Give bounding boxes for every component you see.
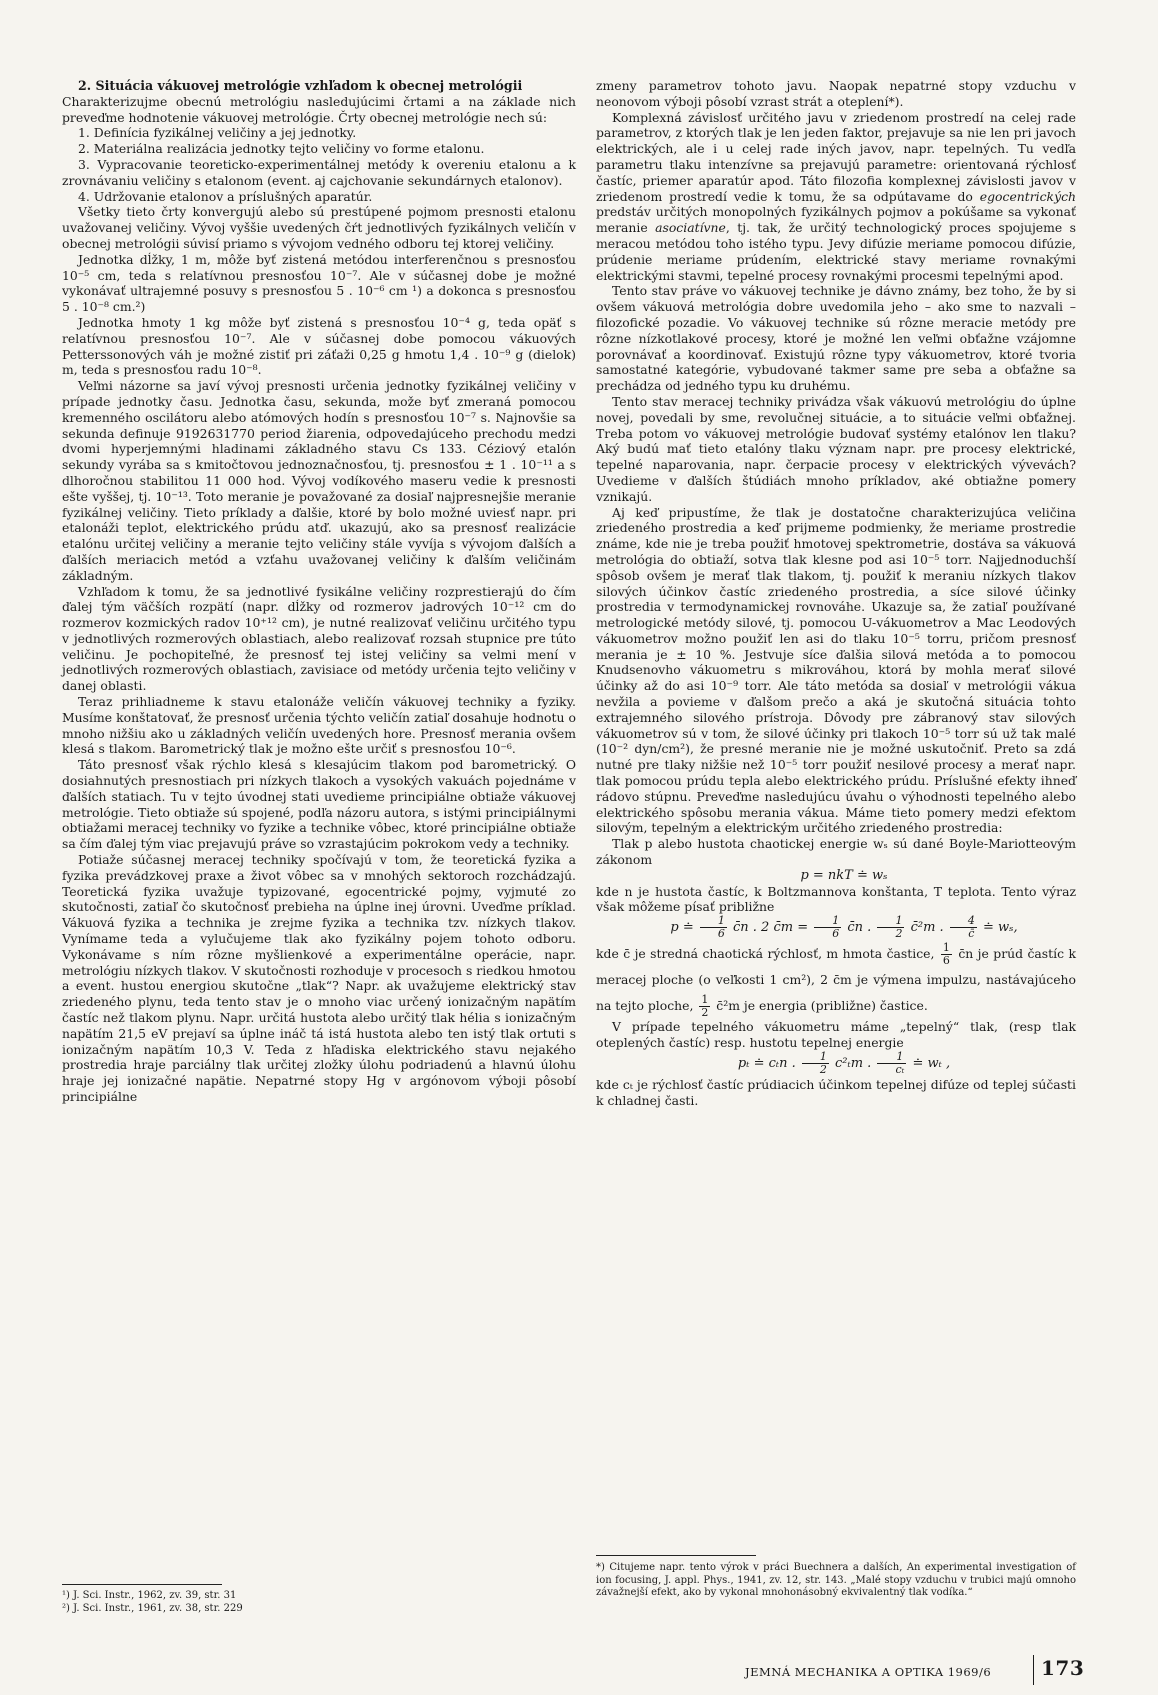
footnote-right: *) Citujeme napr. tento výrok v práci Buechnera a dalších, An experimental investigation of ion focusing, J. appl. Phys., 1941, zv. 12, str. 143. „Malé stopy vzduchu v trubici majú omnoho závažnejší efekt, ako by vykonal mnohonásobný ekvivalentný tlak vodíka.“ <box>596 1562 1076 1598</box>
body-paragraph: kde n je hustota častíc, k Boltzmannova konštanta, T teplota. Tento výraz však môžeme písať približne <box>596 883 1076 915</box>
body-paragraph: kde cₜ je rýchlosť častíc prúdiacich účinkom tepelnej difúze od teplej súčasti k chladnej časti. <box>596 1076 1076 1108</box>
list-item: 1. Definícia fyzikálnej veličiny a jej jednotky. <box>78 125 357 141</box>
body-paragraph <box>596 941 1076 1019</box>
body-paragraph: Aj keď pripustíme, že tlak je dostatočne charakterizujúca veličina zriedeného prostredia a keď prijmeme podmienky, že meriame prostredie známe, kde nie je treba použiť hmotovej spektrometrie, dostáva sa vákuová metrológia do obtiaží, sotva tlak klesne pod asi 10⁻⁵ torr. Najjednoduchší spôsob ovšem je merať tlak tlakom, tj. použiť k meraniu nízkych tlakov silových účinkov častíc zriedeného prostredia, a síce silové účinky prostredia v termodynamickej rovnováhe. Ukazuje sa, že zatiaľ používané metrologické metódy silové, tj. pomocou U-vákuometrov a Mac Leodových vákuometrov možno použiť len asi do tlaku 10⁻⁵ torru, pričom presnosť merania je ± 10 %. Jestvuje síce ďalšia silová metóda a to pomocou Knudsenovho vákuometru s mikrováhou, ktorá by mohla merať silové účinky až do asi 10⁻⁹ torr. Ale táto metóda sa dosiaľ v metrológii vákua nevžila a povieme v ďalšom prečo a aká je skutočná situácia tohto extrajemného silového prístroja. Dôvody pre zábranový stav silových vákuometrov sú v tom, že silové účinky pri tlakoch 10⁻⁵ torr sú už tak malé (10⁻² dyn/cm²), že presné meranie nie je možné uskutočniť. Preto sa zdá nutné pre tlaky nižšie než 10⁻⁵ torr použiť nesilové procesy a merať napr. tlak pomocou prúdu tepla alebo elektrického prúdu. Príslušné efekty ihneď rádovo stúpnu. Preveďme nasledujúcu úvahu o výhodnosti tepelného alebo elektrického spôsobu merania vákua. Máme tieto pomery medzi efektom silovým, tepelným a elektrickým určitého zriedeného prostredia: <box>596 504 1076 836</box>
emphasis: asociatívne <box>655 220 726 236</box>
left-column <box>62 78 576 1105</box>
footnote-rule <box>62 1584 222 1585</box>
body-paragraph: Veľmi názorne sa javí vývoj presnosti určenia jednotky fyzikálnej veličiny v prípade jednotky času. Jednotka času, sekunda, može byť zmeraná pomocou kremenného oscilátoru alebo atómových hodín s presnosťou 10⁻⁷ s. Najnovšie sa sekunda definuje 9192631770 period žiarenia, odpovedajúceho prechodu medzi dvomi hyperjemnými hladinami základného stavu Cs 133. Céziový etalón sekundy vyrába sa s kmitočtovou jednoznačnosťou, tj. presnosťou ± 1 . 10⁻¹¹ a s dlhoročnou stabilitou 11 000 hod. Vývoj vodíkového maseru vedie k presnosti ešte vyššej, tj. 10⁻¹³. Toto meranie je považované za dosiaľ najpresnejšie meranie fyzikálnej veličiny. Tieto príklady a ďalšie, ktoré by bolo možné uviesť napr. pri etalonáži teplot, elektrického prúdu atď. ukazujú, ako sa presnosť realizácie etalónu určitej veličiny a meranie tejto veličiny stále vyvíja s vývojom ďalších a ďalších meriacich metód a vzťahu uvažovanej veličiny k ďalším veličinám základným. <box>62 378 576 583</box>
page-number: 173 <box>1041 1656 1085 1680</box>
formula-part: c̄²m . <box>910 920 944 936</box>
formula-part: ≐ wₛ, <box>982 920 1018 936</box>
text-span: c̄n je prúd častíc k meracej ploche (o veľkosti 1 cm²), 2 c̄m je výmena impulzu, nastávajúceho na tejto ploche, <box>596 946 1076 1014</box>
page-footer <box>745 1655 1085 1685</box>
formula-part: ≐ wₜ , <box>912 1055 951 1071</box>
list-item: 4. Udržovanie etalonov a príslušných aparatúr. <box>78 188 373 204</box>
formula-part: c̄n . <box>847 920 872 936</box>
body-paragraph: Všetky tieto črty konvergujú alebo sú prestúpené pojmom presnosti etalonu uvažovanej veličiny. Vývoj vyššie uvedených čŕt jednotlivých fyzikálnych veličín v obecnej metrológii súvisí priamo s vývojom vedného odboru tej ktorej veličiny. <box>62 204 576 251</box>
text-span: c̄²m je energia (približne) častice. <box>716 998 928 1014</box>
body-paragraph: Tento stav práve vo vákuovej technike je dávno známy, bez toho, že by si ovšem vákuová metrológia dobre uvedomila jeho – ako sme to nazvali – filozofické pozadie. Vo vákuovej technike sú rôzne meracie metódy pre rôzne nízkotlakové procesy, ktoré je možné len veľmi obťažne vzájomne porovnávať a koordinovať. Existujú rôzne typy vákuometrov, ktoré tvoria samostatné kategórie, vybudované takmer same pre seba a obťažne sa prechádza od jedného typu ku druhému. <box>596 283 1076 394</box>
body-paragraph: Jednotka hmoty 1 kg môže byť zistená s presnosťou 10⁻⁴ g, teda opäť s relatívnou presnosťou 10⁻⁷. Ale v súčasnej dobe pomocou vákuových Petterssonových váh je možné zistiť pri záťaži 0,25 g hmotu 1,4 . 10⁻⁹ g (dielok) m, teda s presnosťou radu 10⁻⁸. <box>62 314 576 378</box>
text-span: kde c̄ je stredná chaotická rýchlosť, m hmota častice, <box>596 946 935 962</box>
fraction: $\frac{1}{2}$ <box>877 915 904 940</box>
list-item: 3. Vypracovanie teoreticko-experimentálnej metódy k overeniu etalonu a k zrovnávaniu veličiny s etalonom (event. aj cajchovanie sekundárnych etalonov). <box>62 156 576 188</box>
text-span: Komplexná závislosť určitého javu v zriedenom prostredí na celej rade parametrov, z ktorých tlak je len jeden faktor, prejavuje sa nie len pri javoch elektrických, ale i u celej rade iných javov, napr. tepelných. Tu vedľa parametru tlaku intenzívne sa prejavujú parametre: orientovaná rýchlosť častíc, priemer aparatúr apod. Táto filozofia komplexnej závislosti javov v zriedenom prostredí vedie k tomu, že sa odpútavame do <box>596 109 1076 204</box>
fraction: $\frac{1}{6}$ <box>700 915 727 940</box>
text-span: , tj. tak, že určitý technologický proces spojujeme s meracou metódou toho istého typu. Jevy difúzie meriame pomocou difúzie, prúdenie meriame prúdením, elektrické stavy meriame rovnakými elektrickými stavmi, tepelné procesy rovnakými procesmi tepelnými apod. <box>596 220 1076 283</box>
fraction: $\frac{1}{6}$ <box>942 941 950 968</box>
list-item: 2. Materiálna realizácia jednotky tejto veličiny vo forme etalonu. <box>78 141 485 157</box>
fraction: $\frac{1}{2}$ <box>802 1051 829 1076</box>
footnote: ¹) J. Sci. Instr., 1962, zv. 39, str. 31 <box>62 1590 237 1601</box>
emphasis: egocentrických <box>979 188 1076 204</box>
journal-title: JEMNÁ MECHANIKA A OPTIKA 1969/6 <box>745 1665 992 1679</box>
section-heading: 2. Situácia vákuovej metrológie vzhľadom k obecnej metrológii <box>78 78 523 93</box>
footnote-rule <box>596 1555 756 1556</box>
footnotes-left <box>62 1590 576 1615</box>
body-paragraph: Táto presnosť však rýchlo klesá s klesajúcim tlakom pod barometrický. O dosiahnutých presnostiach pri nízkych tlakoch a vysokých vakuách pojednáme v ďalších statiach. Tu v tejto úvodnej stati uvedieme principiálne obtiaže vákuovej metrológie. Tieto obtiaže sú spojené, podľa názoru autora, s istými principiálnymi obtiažami meracej techniky vo fyzike a technike vôbec, ktoré principiálne obtiaže sa čím ďalej tým viac prejavujú práve so vzrastajúcim pokrokom vedy a techniky. <box>62 757 576 852</box>
formula-boyle-mariotte: p = nkT ≐ wₛ <box>800 867 888 883</box>
footer-divider <box>1033 1655 1034 1685</box>
right-column <box>596 78 1076 1108</box>
fraction: $\frac{4}{c̄}$ <box>950 915 977 940</box>
body-paragraph: Tlak p alebo hustota chaotickej energie wₛ sú dané Boyle-Mariotteovým zákonom <box>596 836 1076 868</box>
body-paragraph: Teraz prihliadneme k stavu etalonáže veličín vákuovej techniky a fyziky. Musíme konštatovať, že presnosť určenia týchto veličín zatiaľ dosahuje hodnotu o mnoho nižšiu ako u základných veličín uvedených hore. Presnosť merania ovšem klesá s tlakom. Barometrický tlak je možno ešte určiť s presnosťou 10⁻⁶. <box>62 694 576 757</box>
text-span: predstáv určitých monopolných fyzikálnych pojmov a pokúšame sa vykonať meranie <box>596 204 1076 236</box>
formula-part: c̄n . 2 c̄m = <box>733 920 809 936</box>
footnote: ²) J. Sci. Instr., 1961, zv. 38, str. 229 <box>62 1602 243 1614</box>
formula-part: pₜ ≐ cₜn . <box>737 1055 796 1071</box>
fraction: $\frac{1}{2}$ <box>701 993 709 1020</box>
formula-thermal <box>596 1051 1076 1077</box>
intro-paragraph: Charakterizujme obecnú metrológiu nasledujúcimi črtami a na základe nich preveďme hodnotenie vákuovej metrológie. Črty obecnej metrológie nech sú: <box>62 93 576 125</box>
body-paragraph: Tento stav meracej techniky privádza však vákuovú metrológiu do úplne novej, povedali by sme, revolučnej situácie, a to situácie veľmi obťažnej. Treba potom vo vákuovej metrológie budovať systémy etalónov len tlaku? Aký budú mať tieto etalóny tlaku význam napr. pre procesy elektrické, tepelné naparovania, napr. čerpacie procesy v elektrických vývevách? Uvedieme v ďalších štúdiách mnoho príkladov, aké obtiažne pomery vznikajú. <box>596 393 1076 504</box>
body-paragraph: zmeny parametrov tohoto javu. Naopak nepatrné stopy vzduchu v neonovom výboji pôsobí vzrast strát a oteplení*). <box>596 78 1076 109</box>
body-paragraph: V prípade tepelného vákuometru máme „tepelný“ tlak, (resp tlak oteplených častíc) resp. hustotu tepelnej energie <box>596 1019 1076 1051</box>
body-paragraph: Jednotka dĺžky, 1 m, môže byť zistená metódou interferenčnou s presnosťou 10⁻⁵ cm, teda s relatívnou presnosťou 10⁻⁷. Ale v súčasnej dobe je možné vykonávať ultrajemné posuvy s presnosťou 5 . 10⁻⁶ cm ¹) a dokonca s presnosťou 5 . 10⁻⁸ cm.²) <box>62 251 576 315</box>
formula-part: p ≐ <box>670 920 694 936</box>
body-paragraph <box>596 110 1076 284</box>
fraction: $\frac{1}{\text{cₜ}}$ <box>877 1051 906 1076</box>
body-paragraph: Potiaže súčasnej meracej techniky spočívajú v tom, že teoretická fyzika a fyzika prevádzkovej praxe a život vôbec sa v mnohých sektoroch rozchádzajú. Teoretická fyzika uvažuje typizované, egocentrické pojmy, vyjmuté zo skutočnosti, zatiaľ čo skutočnosť prebieha na úplne inej úrovni. Uveďme príklad. Vákuová fyzika a technika je zrejme fyzika a technika tzv. nízkych tlakov. Vynímame teda a vylučujeme tlak ako fyzikálny pojem tohoto odboru. Vykonávame s ním rôzne myšlienkové a experimentálne operácie, napr. metrológiu nízkych tlakov. V skutočnosti rozhoduje v procesoch s riedkou hmotou a event. hustou energiou skutočne „tlak“? Napr. ak uvažujeme elektrický stav zriedeného plynu, teda tento stav je o mnoho viac určený ionizačným napätím častíc než tlakom plynu. Napr. určitá hustota alebo určitý tlak hélia s ionizačným napätím 21,5 eV prejaví sa úplne ináč tá istá hustota alebo ten istý tlak ortuti s ionizačným napätím 10,3 V. Teda z hľadiska elektrického stavu nejakého prostredia hraje parciálny tlak určitej zložky úlohu podriadenú a hlavnú úlohu hraje jej ionizačné napätie. Nepatrné stopy Hg v argónovom výboji pôsobí principiálne <box>62 852 576 1104</box>
formula-approx <box>596 915 1076 941</box>
fraction: $\frac{1}{6}$ <box>814 915 841 940</box>
body-paragraph: Vzhľadom k tomu, že sa jednotlivé fysikálne veličiny rozprestierajú do čím ďalej tým väčších rozpätí (napr. dĺžky od rozmerov jadrových 10⁻¹² cm do rozmerov kozmických radov 10⁺¹² cm), je nutné realizovať veličinu určitého typu v jednotlivých rozmerových oblastiach, alebo realizovať rozsah stupnice pre túto veličinu. Je pochopiteľné, že presnosť tej istej veličiny sa velmi mení v jednotlivých rozmerových oblastiach, zavisiace od metódy určenia tejto veličiny v danej oblasti. <box>62 583 576 694</box>
formula-part: c²ₜm . <box>835 1055 872 1071</box>
